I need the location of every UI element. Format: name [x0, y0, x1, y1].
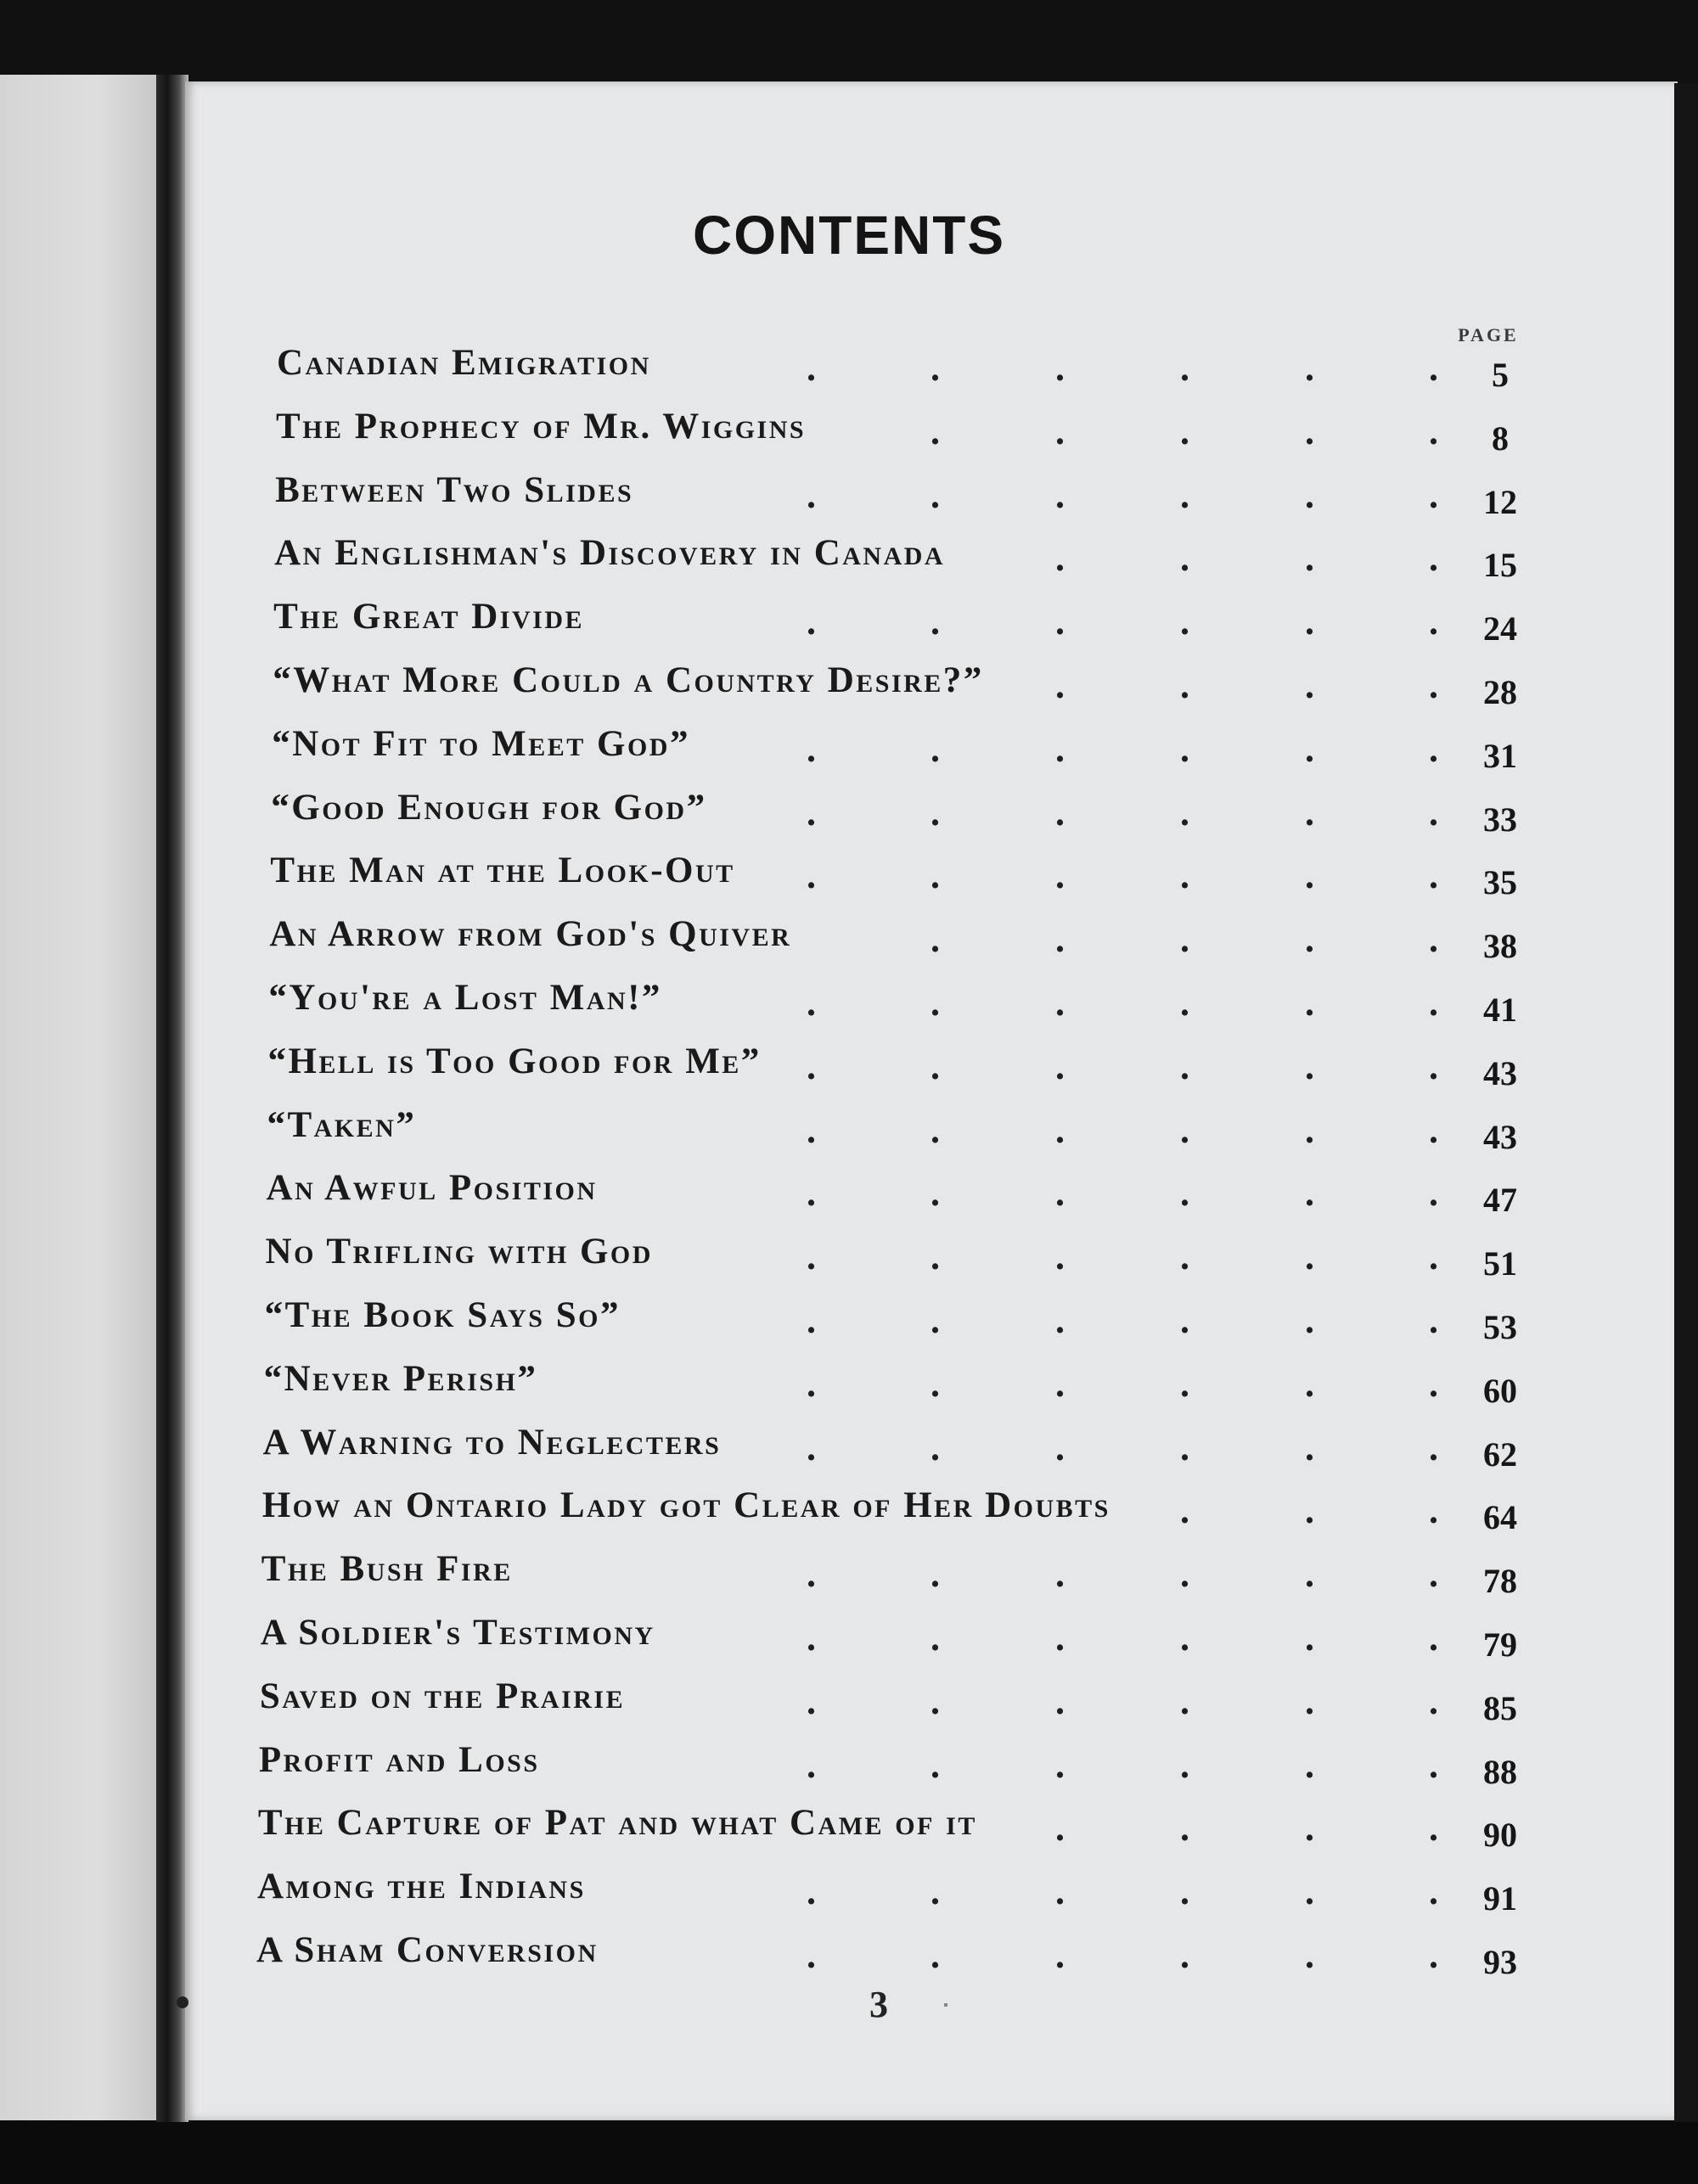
toc-entry-page: 60 — [1483, 1371, 1517, 1410]
leader-dot: . — [1055, 1871, 1065, 1913]
leader-dot: . — [1180, 1109, 1189, 1151]
toc-entry-title: “What More Could a Country Desire?” — [273, 660, 984, 700]
leader-dot: . — [1429, 1236, 1438, 1278]
leader-dot: . — [1305, 347, 1314, 389]
toc-entry — [0, 783, 1698, 846]
leader-dot: . — [1305, 1300, 1314, 1341]
toc-entry-page: 35 — [1483, 863, 1517, 902]
toc-entry-title: How an Ontario Lady got Clear of Her Doubts — [261, 1485, 1110, 1526]
toc-leader-dots — [0, 1608, 1698, 1671]
leader-dot: . — [1429, 410, 1438, 452]
toc-entry-page: 78 — [1483, 1562, 1517, 1601]
leader-dot: . — [1055, 347, 1065, 389]
leader-dot: . — [1180, 1680, 1189, 1722]
leader-dot: . — [1305, 1109, 1314, 1151]
leader-dot: . — [1305, 1871, 1314, 1913]
leader-dot: . — [807, 727, 816, 770]
toc-entry-title: Between Two Slides — [275, 469, 634, 510]
leader-dot: . — [1055, 982, 1065, 1024]
leader-dot: . — [1055, 918, 1065, 961]
leader-dot: . — [1429, 1553, 1438, 1596]
leader-dot: . — [1305, 1680, 1314, 1722]
toc-entry-title: A Sham Conversion — [256, 1930, 599, 1970]
leader-dot: . — [1305, 1236, 1314, 1278]
toc-entry-title: Profit and Loss — [258, 1739, 540, 1780]
leader-dot: . — [931, 1934, 940, 1976]
toc-entry-page: 91 — [1483, 1879, 1517, 1918]
toc-entry-page: 51 — [1483, 1244, 1517, 1283]
leader-dot: . — [1305, 665, 1314, 706]
toc-leader-dots — [0, 592, 1698, 655]
toc-entry — [0, 401, 1698, 465]
leader-dot: . — [1055, 474, 1065, 516]
leader-dot: . — [1180, 918, 1189, 961]
leader-dot: . — [931, 1300, 940, 1341]
toc-entry — [0, 1735, 1698, 1799]
toc-leader-dots — [0, 1861, 1698, 1925]
toc-entry-title: A Warning to Neglecters — [262, 1422, 722, 1463]
leader-dot: . — [1055, 1362, 1065, 1405]
leader-dot: . — [807, 982, 816, 1024]
toc-entry — [0, 973, 1698, 1036]
page-column-label: PAGE — [1458, 324, 1519, 345]
toc-entry-title: Saved on the Prairie — [259, 1676, 626, 1716]
leader-dot: . — [931, 1553, 940, 1596]
leader-dot: . — [1055, 1553, 1065, 1596]
leader-dot: . — [1429, 1743, 1438, 1786]
leader-dot: . — [1305, 982, 1314, 1024]
leader-dot: . — [1429, 918, 1438, 961]
leader-dot: . — [1429, 855, 1438, 897]
leader-dot: . — [1305, 601, 1314, 643]
leader-dot: . — [1305, 1934, 1314, 1976]
toc-leader-dots — [0, 528, 1698, 592]
leader-dot: . — [931, 1045, 940, 1087]
leader-dot: . — [1305, 791, 1314, 834]
toc-entry — [0, 592, 1698, 655]
toc-entry-page: 64 — [1483, 1498, 1517, 1537]
toc-entry — [0, 1354, 1698, 1418]
leader-dot: . — [1305, 1362, 1314, 1405]
toc-entry-page: 33 — [1483, 800, 1517, 839]
leader-dot: . — [931, 410, 940, 452]
leader-dot: . — [807, 1680, 816, 1722]
toc-entry-page: 5 — [1492, 356, 1509, 394]
toc-leader-dots — [0, 401, 1698, 465]
leader-dot: . — [1429, 601, 1438, 643]
toc-entry-title: The Capture of Pat and what Came of it — [257, 1803, 977, 1844]
toc-entry-title: The Bush Fire — [261, 1549, 513, 1590]
toc-entry-page: 85 — [1483, 1688, 1517, 1727]
toc-leader-dots — [0, 909, 1698, 973]
leader-dot: . — [1305, 1426, 1314, 1468]
leader-dot: . — [1055, 1680, 1065, 1722]
leader-dot: . — [807, 1871, 816, 1913]
toc-entry-title: An Arrow from God's Quiver — [269, 914, 792, 955]
toc-leader-dots — [0, 1100, 1698, 1164]
toc-entry-title: “Never Perish” — [263, 1358, 538, 1399]
toc-entry-title: “Taken” — [267, 1104, 417, 1145]
margin-speck — [177, 1996, 188, 2008]
leader-dot: . — [1055, 601, 1065, 643]
leader-dot: . — [1055, 537, 1065, 580]
toc-entry-page: 79 — [1483, 1625, 1517, 1664]
toc-leader-dots — [0, 973, 1698, 1036]
leader-dot: . — [1429, 1109, 1438, 1151]
toc-leader-dots — [0, 338, 1698, 401]
toc-entry-page: 12 — [1483, 482, 1517, 521]
leader-dot: . — [1055, 1426, 1065, 1468]
leader-dot: . — [1429, 1045, 1438, 1087]
toc-leader-dots — [0, 1671, 1698, 1735]
leader-dot: . — [1055, 1934, 1065, 1976]
toc-entry-title: “Hell is Too Good for Me” — [267, 1041, 762, 1081]
toc-entry-page: 53 — [1483, 1308, 1517, 1346]
page-number: 3 — [869, 1984, 888, 2025]
leader-dot: . — [1429, 537, 1438, 580]
leader-dot: . — [1180, 1553, 1189, 1596]
leader-dot: . — [1055, 791, 1065, 834]
leader-dot: . — [1429, 982, 1438, 1024]
toc-leader-dots — [0, 1163, 1698, 1227]
leader-dot: . — [1180, 1172, 1189, 1215]
leader-dot: . — [1180, 665, 1189, 706]
toc-entry-page: 38 — [1483, 927, 1517, 966]
toc-entry-page: 24 — [1483, 609, 1517, 648]
toc-entry — [0, 1608, 1698, 1671]
leader-dot: . — [931, 1236, 940, 1278]
toc-leader-dots — [0, 783, 1698, 846]
leader-dot: . — [931, 347, 940, 389]
toc-entry-title: No Trifling with God — [265, 1232, 653, 1272]
leader-dot: . — [931, 918, 940, 961]
leader-dot: . — [807, 474, 816, 516]
leader-dot: . — [1180, 727, 1189, 770]
leader-dot: . — [1429, 1362, 1438, 1405]
toc-entry — [0, 528, 1698, 592]
toc-entry — [0, 655, 1698, 719]
toc-entry-title: Canadian Emigration — [277, 343, 651, 383]
leader-dot: . — [1055, 1172, 1065, 1215]
toc-entry-title: “The Book Says So” — [264, 1295, 621, 1335]
leader-dot: . — [1429, 791, 1438, 834]
leader-dot: . — [1305, 1490, 1314, 1532]
toc-leader-dots — [0, 1418, 1698, 1481]
leader-dot: . — [1180, 1490, 1189, 1532]
leader-dot: . — [931, 1426, 940, 1468]
toc-entry-page: 43 — [1483, 1053, 1517, 1092]
toc-entry-title: An Awful Position — [266, 1168, 598, 1209]
toc-entry — [0, 465, 1698, 529]
leader-dot: . — [1429, 1680, 1438, 1722]
toc-entry-page: 88 — [1483, 1752, 1517, 1791]
toc-entry-title: The Great Divide — [273, 597, 584, 637]
leader-dot: . — [807, 1934, 816, 1976]
toc-entry-title: “Not Fit to Meet God” — [272, 723, 690, 764]
leader-dot: . — [1305, 1807, 1314, 1850]
leader-dot: . — [931, 1871, 940, 1913]
leader-dot: . — [807, 347, 816, 389]
leader-dot: . — [1180, 855, 1189, 897]
leader-dot: . — [1429, 1871, 1438, 1913]
leader-dot: . — [1429, 347, 1438, 389]
leader-dot: . — [1180, 410, 1189, 452]
toc-entry-page: 8 — [1492, 418, 1509, 458]
toc-entry-page: 31 — [1483, 736, 1517, 775]
leader-dot: . — [1429, 1426, 1438, 1468]
leader-dot: . — [807, 1236, 816, 1278]
leader-dot: . — [1305, 410, 1314, 452]
leader-dot: . — [1429, 1617, 1438, 1659]
toc-leader-dots — [0, 1480, 1698, 1544]
leader-dot: . — [1055, 1236, 1065, 1278]
leader-dot: . — [1180, 1045, 1189, 1087]
toc-entry — [0, 1418, 1698, 1481]
leader-dot: . — [1429, 474, 1438, 516]
leader-dot: . — [1180, 1871, 1189, 1913]
toc-entry-page: 43 — [1483, 1117, 1517, 1156]
toc-entry — [0, 338, 1698, 401]
toc-entry-title: “You're a Lost Man!” — [268, 978, 662, 1018]
leader-dot: . — [931, 474, 940, 516]
toc-leader-dots — [0, 1735, 1698, 1799]
toc-leader-dots — [0, 719, 1698, 783]
leader-dot: . — [1055, 855, 1065, 897]
toc-entry-page: 15 — [1483, 546, 1517, 585]
leader-dot: . — [1055, 665, 1065, 706]
leader-dot: . — [1305, 1743, 1314, 1786]
leader-dot: . — [1055, 1617, 1065, 1659]
leader-dot: . — [1305, 855, 1314, 897]
toc-entry-page: 90 — [1483, 1816, 1517, 1855]
toc-entry — [0, 1036, 1698, 1100]
leader-dot: . — [1180, 1236, 1189, 1278]
leader-dot: . — [1180, 791, 1189, 834]
toc-entry — [0, 1544, 1698, 1608]
leader-dot: . — [1055, 1807, 1065, 1850]
leader-dot: . — [807, 1045, 816, 1087]
toc-entry — [0, 1861, 1698, 1925]
leader-dot: . — [1180, 601, 1189, 643]
leader-dot: . — [1055, 1109, 1065, 1151]
leader-dot: . — [807, 1109, 816, 1151]
leader-dot: . — [1180, 1426, 1189, 1468]
toc-entry-title: An Englishman's Discovery in Canada — [274, 533, 946, 574]
leader-dot: . — [1180, 1362, 1189, 1405]
toc-leader-dots — [0, 1925, 1698, 1989]
toc-leader-dots — [0, 1290, 1698, 1354]
leader-dot: . — [1055, 410, 1065, 452]
toc-entry-title: A Soldier's Testimony — [260, 1613, 655, 1653]
leader-dot: . — [1180, 1300, 1189, 1341]
leader-dot: . — [807, 1426, 816, 1468]
leader-dot: . — [807, 1300, 816, 1341]
leader-dot: . — [931, 727, 940, 770]
toc-leader-dots — [0, 845, 1698, 909]
toc-entry-title: “Good Enough for God” — [271, 787, 707, 828]
leader-dot: . — [1429, 1172, 1438, 1215]
leader-dot: . — [1305, 1553, 1314, 1596]
toc-entry — [0, 1290, 1698, 1354]
leader-dot: . — [1429, 1490, 1438, 1532]
toc-leader-dots — [0, 465, 1698, 529]
leader-dot: . — [807, 791, 816, 834]
leader-dot: . — [931, 1743, 940, 1786]
leader-dot: . — [1429, 1934, 1438, 1976]
leader-dot: . — [931, 855, 940, 897]
toc-entry — [0, 719, 1698, 783]
leader-dot: . — [807, 601, 816, 643]
leader-dot: . — [1180, 982, 1189, 1024]
toc-entry-title: The Man at the Look-Out — [270, 851, 735, 891]
leader-dot: . — [807, 1617, 816, 1659]
toc-entry — [0, 1227, 1698, 1290]
leader-dot: . — [1305, 1045, 1314, 1087]
toc-entry — [0, 909, 1698, 973]
toc-entry — [0, 1925, 1698, 1989]
leader-dot: . — [1305, 727, 1314, 770]
leader-dot: . — [1055, 1300, 1065, 1341]
leader-dot: . — [807, 1362, 816, 1405]
leader-dot: . — [1055, 727, 1065, 770]
leader-dot: . — [931, 1172, 940, 1215]
leader-dot: . — [1305, 537, 1314, 580]
leader-dot: . — [1429, 665, 1438, 706]
leader-dot: . — [1305, 918, 1314, 961]
leader-dot: . — [807, 1553, 816, 1596]
toc-leader-dots — [0, 1227, 1698, 1290]
leader-dot: . — [1305, 1617, 1314, 1659]
leader-dot: . — [807, 855, 816, 897]
leader-dot: . — [1180, 347, 1189, 389]
leader-dot: . — [807, 1172, 816, 1215]
toc-entry-page: 28 — [1483, 673, 1517, 711]
leader-dot: . — [931, 982, 940, 1024]
toc-entry — [0, 1163, 1698, 1227]
leader-dot: . — [931, 1362, 940, 1405]
toc-entry-title: The Prophecy of Mr. Wiggins — [276, 406, 807, 446]
toc-entry-page: 62 — [1483, 1434, 1517, 1474]
leader-dot: . — [1180, 1807, 1189, 1850]
toc-entry-page: 41 — [1483, 991, 1517, 1029]
leader-dot: . — [1305, 474, 1314, 516]
leader-dot: . — [1180, 1934, 1189, 1976]
toc-leader-dots — [0, 655, 1698, 719]
leader-dot: . — [931, 791, 940, 834]
leader-dot: . — [1429, 1300, 1438, 1341]
toc-leader-dots — [0, 1544, 1698, 1608]
leader-dot: . — [931, 601, 940, 643]
margin-mark — [944, 2003, 947, 2007]
leader-dot: . — [931, 1109, 940, 1151]
leader-dot: . — [1180, 537, 1189, 580]
toc-entry — [0, 1480, 1698, 1544]
toc-entry-page: 93 — [1483, 1943, 1517, 1981]
leader-dot: . — [807, 1743, 816, 1786]
toc-leader-dots — [0, 1036, 1698, 1100]
toc-entry — [0, 1100, 1698, 1164]
leader-dot: . — [931, 1617, 940, 1659]
toc-entry-page: 47 — [1483, 1181, 1517, 1220]
toc-leader-dots — [0, 1354, 1698, 1418]
toc-entry — [0, 1671, 1698, 1735]
toc-entry — [0, 845, 1698, 909]
leader-dot: . — [1429, 1807, 1438, 1850]
leader-dot: . — [931, 1680, 940, 1722]
leader-dot: . — [1180, 1617, 1189, 1659]
toc-entry — [0, 1798, 1698, 1861]
leader-dot: . — [1180, 474, 1189, 516]
toc-leader-dots — [0, 1798, 1698, 1861]
leader-dot: . — [1055, 1743, 1065, 1786]
leader-dot: . — [1305, 1172, 1314, 1215]
leader-dot: . — [1429, 727, 1438, 770]
page-title: CONTENTS — [693, 205, 1005, 266]
leader-dot: . — [1180, 1743, 1189, 1786]
toc-entry-title: Among the Indians — [256, 1867, 586, 1907]
leader-dot: . — [1055, 1045, 1065, 1087]
